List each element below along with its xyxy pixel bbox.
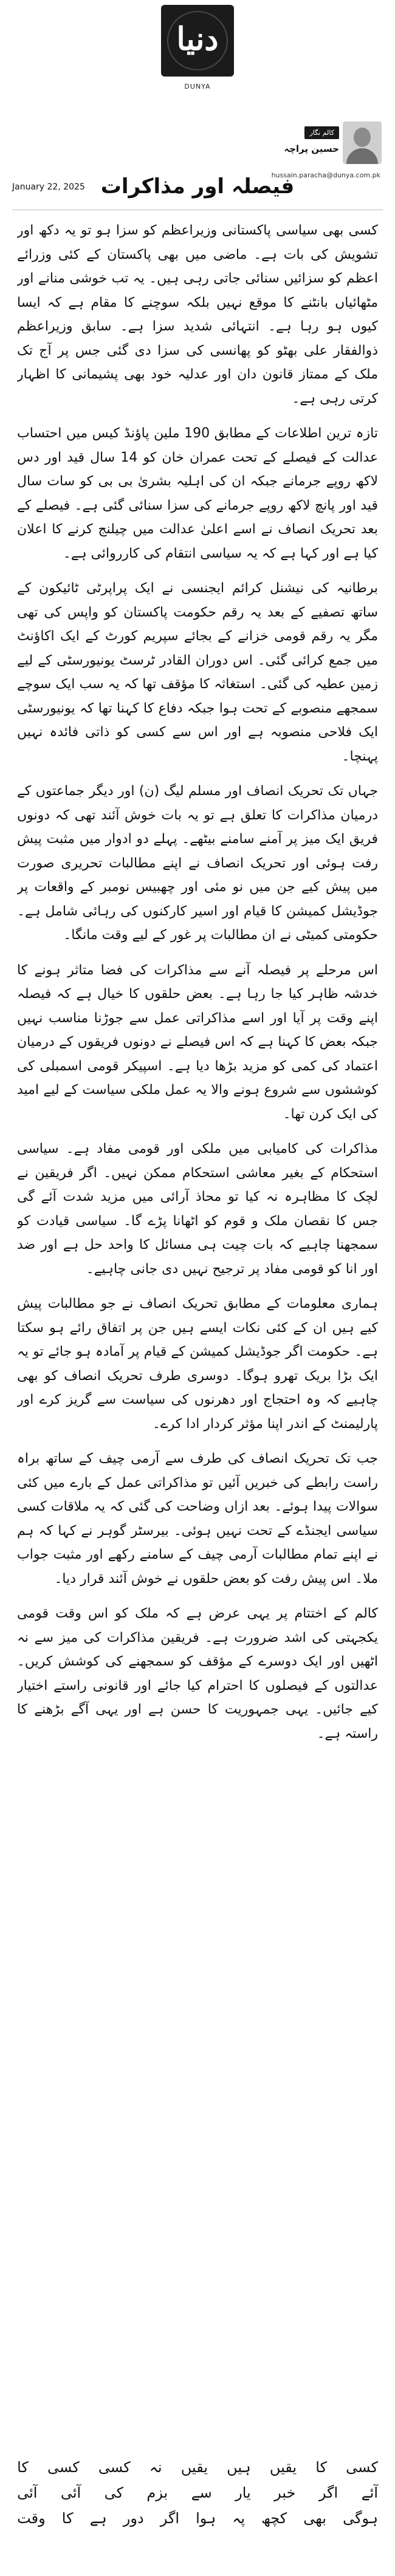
verse-word: ہوگی xyxy=(343,2510,378,2527)
verse-word: کسی xyxy=(346,2459,378,2476)
verse-word: اگر xyxy=(160,2510,180,2527)
article-title: فیصلہ اور مذاکرات xyxy=(100,174,295,199)
verse-line-1 xyxy=(17,2455,378,2480)
paragraph: ہماری معلومات کے مطابق تحریک انصاف نے جو مطالبات پیش کیے ہیں ان کے کئی نکات ایسے ہیں جن پر اتفاق رائے ہو سکتا ہے۔ حکومت اگر جوڈیشل کمیشن کے قیام پر آمادہ ہو جائے تو یہ ایک بڑا بریک تھرو ہوگا۔ دوسری طرف تحریک انصاف کو بھی چاہیے کہ وہ احتجاج اور دھرنوں کی سیاست سے گریز کرے اور پارلیمنٹ کے اندر اپنا مؤثر کردار ادا کرے۔ xyxy=(17,1296,378,1432)
logo-word: دنیا xyxy=(176,21,219,58)
verse-word: بھی xyxy=(303,2510,327,2527)
verse-word: اگر xyxy=(318,2484,338,2501)
masthead xyxy=(0,0,395,109)
dunya-logo xyxy=(149,5,246,102)
paragraph: کالم کے اختتام پر یہی عرض ہے کہ ملک کو اس وقت قومی یکجہتی کی اشد ضرورت ہے۔ فریقین مذاکرات کی میز سے نہ اٹھیں اور ایک دوسرے کے مؤقف کو سمجھنے کی کوشش کریں۔ عدالتوں کے فیصلوں کا احترام کیا جائے اور قانونی راستے اختیار کیے جائیں۔ یہی جمہوریت کا حسن ہے اور یہی آگے بڑھنے کا راستہ ہے۔ xyxy=(17,1606,378,1741)
verse-word: خبر xyxy=(274,2484,296,2501)
article-body xyxy=(17,219,378,2442)
columnist-block xyxy=(269,121,382,164)
verse-line-2 xyxy=(17,2480,378,2506)
verse-word: ہیں xyxy=(227,2459,251,2476)
verse-word: ہے xyxy=(89,2510,107,2527)
closing-verse xyxy=(17,2455,378,2558)
byline-badge: کالم نگار xyxy=(304,126,339,139)
paragraph: کسی بھی سیاسی پاکستانی وزیراعظم کو سزا ہو تو یہ دکھ اور تشویش کی بات ہے۔ ماضی میں بھی پاکستان کے کئی وزرائے اعظم کو سزائیں سنائی جاتی رہی ہیں۔ یہ تب خوشی منانے اور مٹھائیاں بانٹنے کا موقع نہیں بلکہ سوچنے کا مقام ہے کہ ایسا کیوں ہو رہا ہے۔ انتہائی شدید سزا ہے۔ سابق وزیراعظم ذوالفقار علی بھٹو کو پھانسی کی سزا دی گئی جس پر آج تک ملک کے ممتاز قانون دان اور عدلیہ خود بھی پشیمانی کا اظہار کرتی رہی ہے۔ xyxy=(17,223,378,406)
paragraph: تازہ ترین اطلاعات کے مطابق 190 ملین پاؤنڈ کیس میں احتساب عدالت کے فیصلے کے تحت عمران خان کو 14 سال قید اور دس لاکھ روپے جرمانے جبکہ ان کی اہلیہ بشریٰ بی بی کو سات سال قید اور پانچ لاکھ روپے جرمانے کی سزا سنائی گئی ہے۔ فیصلے کے بعد تحریک انصاف نے اسے اعلیٰ عدالت میں چیلنج کرنے کا اعلان کیا ہے اور کہا ہے کہ یہ سیاسی انتقام کی کارروائی ہے۔ xyxy=(17,426,378,561)
byline-name: حسین پراچہ xyxy=(284,143,339,154)
verse-word: کسی xyxy=(98,2459,131,2476)
avatar-shoulders xyxy=(346,148,378,164)
verse-word: کچھ xyxy=(261,2510,287,2527)
verse-word: نہ xyxy=(149,2459,162,2476)
verse-word: ہوا xyxy=(196,2510,216,2527)
verse-word: وقت xyxy=(17,2510,46,2527)
avatar-head xyxy=(354,128,371,147)
verse-word: آئے xyxy=(361,2484,378,2501)
verse-word: یار xyxy=(235,2484,251,2501)
logo-sub: DUNYA xyxy=(184,83,211,91)
verse-word: آئی xyxy=(60,2484,81,2501)
verse-word: دور xyxy=(123,2510,144,2527)
paragraph: اس مرحلے پر فیصلہ آنے سے مذاکرات کی فضا متاثر ہونے کا خدشہ ظاہر کیا جا رہا ہے۔ بعض حلقوں کا خیال ہے کہ فیصلہ اپنے وقت پر آیا اور اسے مذاکراتی عمل سے جوڑنا مناسب نہیں جبکہ بعض کا کہنا ہے کہ اس فیصلے نے دونوں فریقوں کے درمیان اعتماد کی کمی کو مزید بڑھا دیا ہے۔ اسپیکر قومی اسمبلی کی کوششوں سے شروع ہونے والا یہ عمل ملکی سیاست کے لیے امید کی ایک کرن تھا۔ xyxy=(17,962,378,1122)
paragraph: جب تک تحریک انصاف کی طرف سے آرمی چیف کے ساتھ براہ راست رابطے کی خبریں آئیں تو مذاکراتی عمل کے بارے میں کئی سوالات پیدا ہوئے۔ بعد ازاں وضاحت کی گئی کہ یہ ملاقات کسی سیاسی ایجنڈے کے تحت نہیں ہوئی۔ بیرسٹر گوہر نے کہا کہ ہم نے اپنے تمام مطالبات آرمی چیف کے سامنے رکھے اور مثبت جواب ملا۔ اس پیش رفت کو بعض حلقوں نے خوش آئند قرار دیا۔ xyxy=(17,1451,378,1587)
verse-word: یقیں xyxy=(269,2459,297,2476)
verse-word: پہ xyxy=(232,2510,246,2527)
verse-word: کا xyxy=(315,2459,328,2476)
verse-word: کسی xyxy=(47,2459,80,2476)
avatar xyxy=(343,121,382,164)
verse-word: بزم xyxy=(146,2484,168,2501)
verse-word: کی xyxy=(104,2484,124,2501)
paragraph: جہاں تک تحریک انصاف اور مسلم لیگ (ن) اور دیگر جماعتوں کے درمیان مذاکرات کا تعلق ہے تو یہ بات خوش آئند تھی کہ دونوں فریق ایک میز پر آمنے سامنے بیٹھے۔ پہلے دو ادوار میں مثبت پیش رفت ہوئی اور تحریک انصاف نے اپنے مطالبات تحریری صورت میں پیش کیے جن میں نو مئی اور چھبیس نومبر کے واقعات پر جوڈیشل کمیشن کا قیام اور اسیر کارکنوں کی رہائی شامل ہے۔ حکومتی کمیٹی نے ان مطالبات پر غور کے لیے وقت مانگا۔ xyxy=(17,784,378,943)
verse-word: سے xyxy=(191,2484,212,2501)
verse-line-3 xyxy=(17,2506,378,2531)
paragraph: برطانیہ کی نیشنل کرائم ایجنسی نے ایک پراپرٹی ٹائیکون کے ساتھ تصفیے کے بعد یہ رقم حکومت پاکستان کو واپس کی تھی مگر یہ رقم قومی خزانے کے بجائے سپریم کورٹ کے ایک اکاؤنٹ میں جمع کرائی گئی۔ اس دوران القادر ٹرسٹ یونیورسٹی کے لیے زمین عطیہ کی گئی۔ استغاثہ کا مؤقف تھا کہ یہ سب ایک سوچے سمجھے منصوبے کے تحت ہوا جبکہ دفاع کا کہنا تھا کہ یونیورسٹی ایک فلاحی منصوبہ ہے اور اس سے کسی کو ذاتی فائدہ نہیں پہنچا۔ xyxy=(17,581,378,764)
verse-word: کا xyxy=(17,2459,29,2476)
paragraph: مذاکرات کی کامیابی میں ملکی اور قومی مفاد ہے۔ سیاسی استحکام کے بغیر معاشی استحکام ممکن نہیں۔ اگر فریقین نے لچک کا مظاہرہ نہ کیا تو محاذ آرائی میں مزید شدت آئے گی جس کا نقصان ملک و قوم کو اٹھانا پڑے گا۔ سیاسی قیادت کو سمجھنا چاہیے کہ بات چیت ہی مسائل کا واحد حل ہے اور ضد اور انا کو قومی مفاد پر ترجیح نہیں دی جانی چاہیے۔ xyxy=(17,1141,378,1277)
publish-date: January 22, 2025 xyxy=(12,182,85,192)
verse-word: یقیں xyxy=(180,2459,208,2476)
verse-word: آئی xyxy=(17,2484,38,2501)
verse-word: کا xyxy=(61,2510,74,2527)
author-email[interactable]: hussain.paracha@dunya.com.pk xyxy=(271,171,380,179)
